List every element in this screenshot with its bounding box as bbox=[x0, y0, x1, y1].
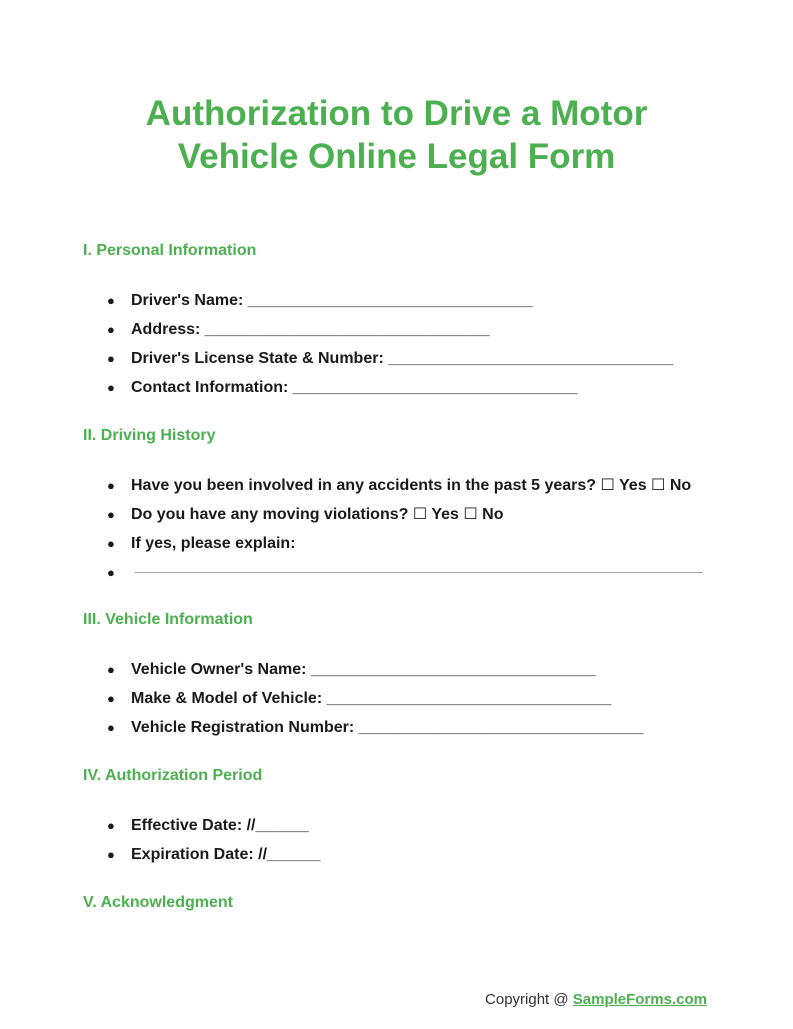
list-item-explain-prompt bbox=[105, 529, 703, 558]
field-label: Have you been involved in any accidents in the past 5 years? ☐ Yes ☐ No bbox=[131, 477, 692, 494]
field-label: Effective Date: //______ bbox=[131, 817, 309, 834]
field-label: Expiration Date: //______ bbox=[131, 846, 321, 863]
list-item-drivers-name[interactable] bbox=[105, 286, 673, 315]
driving-history-list bbox=[105, 471, 703, 587]
list-item-expiration-date[interactable] bbox=[105, 840, 320, 869]
field-label: Driver's Name: ________________________________ bbox=[131, 292, 533, 309]
page-title-line-2: Vehicle Online Legal Form bbox=[177, 137, 616, 176]
list-item-license-number[interactable] bbox=[105, 344, 673, 373]
brand-link[interactable]: SampleForms.com bbox=[572, 991, 707, 1008]
page-title-line-1: Authorization to Drive a Motor bbox=[145, 94, 648, 133]
section-heading-acknowledgment: V. Acknowledgment bbox=[83, 894, 233, 911]
section-heading-driving-history: II. Driving History bbox=[83, 427, 216, 444]
list-item-contact-information[interactable] bbox=[105, 373, 673, 402]
section-heading-personal-information: I. Personal Information bbox=[83, 242, 257, 259]
list-item-effective-date[interactable] bbox=[105, 811, 320, 840]
personal-information-list bbox=[105, 286, 673, 402]
bullet: ● bbox=[107, 720, 115, 735]
bullet: ● bbox=[107, 818, 115, 833]
section-heading-vehicle-information: III. Vehicle Information bbox=[83, 611, 253, 628]
list-item-explanation-line[interactable] bbox=[105, 558, 703, 587]
list-item-violations-question[interactable] bbox=[105, 500, 703, 529]
authorization-period-list bbox=[105, 811, 320, 869]
field-label: If yes, please explain: bbox=[131, 535, 296, 552]
bullet: ● bbox=[107, 565, 115, 580]
bullet: ● bbox=[107, 536, 115, 551]
vehicle-information-list bbox=[105, 655, 643, 742]
bullet: ● bbox=[107, 662, 115, 677]
list-item-registration-number[interactable] bbox=[105, 713, 643, 742]
bullet: ● bbox=[107, 322, 115, 337]
field-label: Vehicle Registration Number: ________________________________ bbox=[131, 719, 644, 736]
list-item-address[interactable] bbox=[105, 315, 673, 344]
bullet: ● bbox=[107, 507, 115, 522]
field-label: Vehicle Owner's Name: ________________________________ bbox=[131, 661, 596, 678]
bullet: ● bbox=[107, 293, 115, 308]
page-title bbox=[0, 92, 793, 178]
bullet: ● bbox=[107, 380, 115, 395]
bullet: ● bbox=[107, 351, 115, 366]
field-label: Contact Information: ________________________________ bbox=[131, 379, 578, 396]
list-item-accidents-question[interactable] bbox=[105, 471, 703, 500]
bullet: ● bbox=[107, 691, 115, 706]
field-label: Do you have any moving violations? ☐ Yes ☐ No bbox=[131, 506, 504, 523]
explanation-input-line[interactable] bbox=[135, 572, 703, 573]
list-item-make-model[interactable] bbox=[105, 684, 643, 713]
copyright-text: Copyright @ bbox=[485, 991, 573, 1008]
list-item-vehicle-owner[interactable] bbox=[105, 655, 643, 684]
section-heading-authorization-period: IV. Authorization Period bbox=[83, 767, 263, 784]
footer-copyright bbox=[485, 991, 707, 1008]
field-label: Driver's License State & Number: ________________________________ bbox=[131, 350, 673, 367]
field-label: Make & Model of Vehicle: ________________________________ bbox=[131, 690, 612, 707]
field-label: Address: ________________________________ bbox=[131, 321, 490, 338]
bullet: ● bbox=[107, 847, 115, 862]
bullet: ● bbox=[107, 478, 115, 493]
